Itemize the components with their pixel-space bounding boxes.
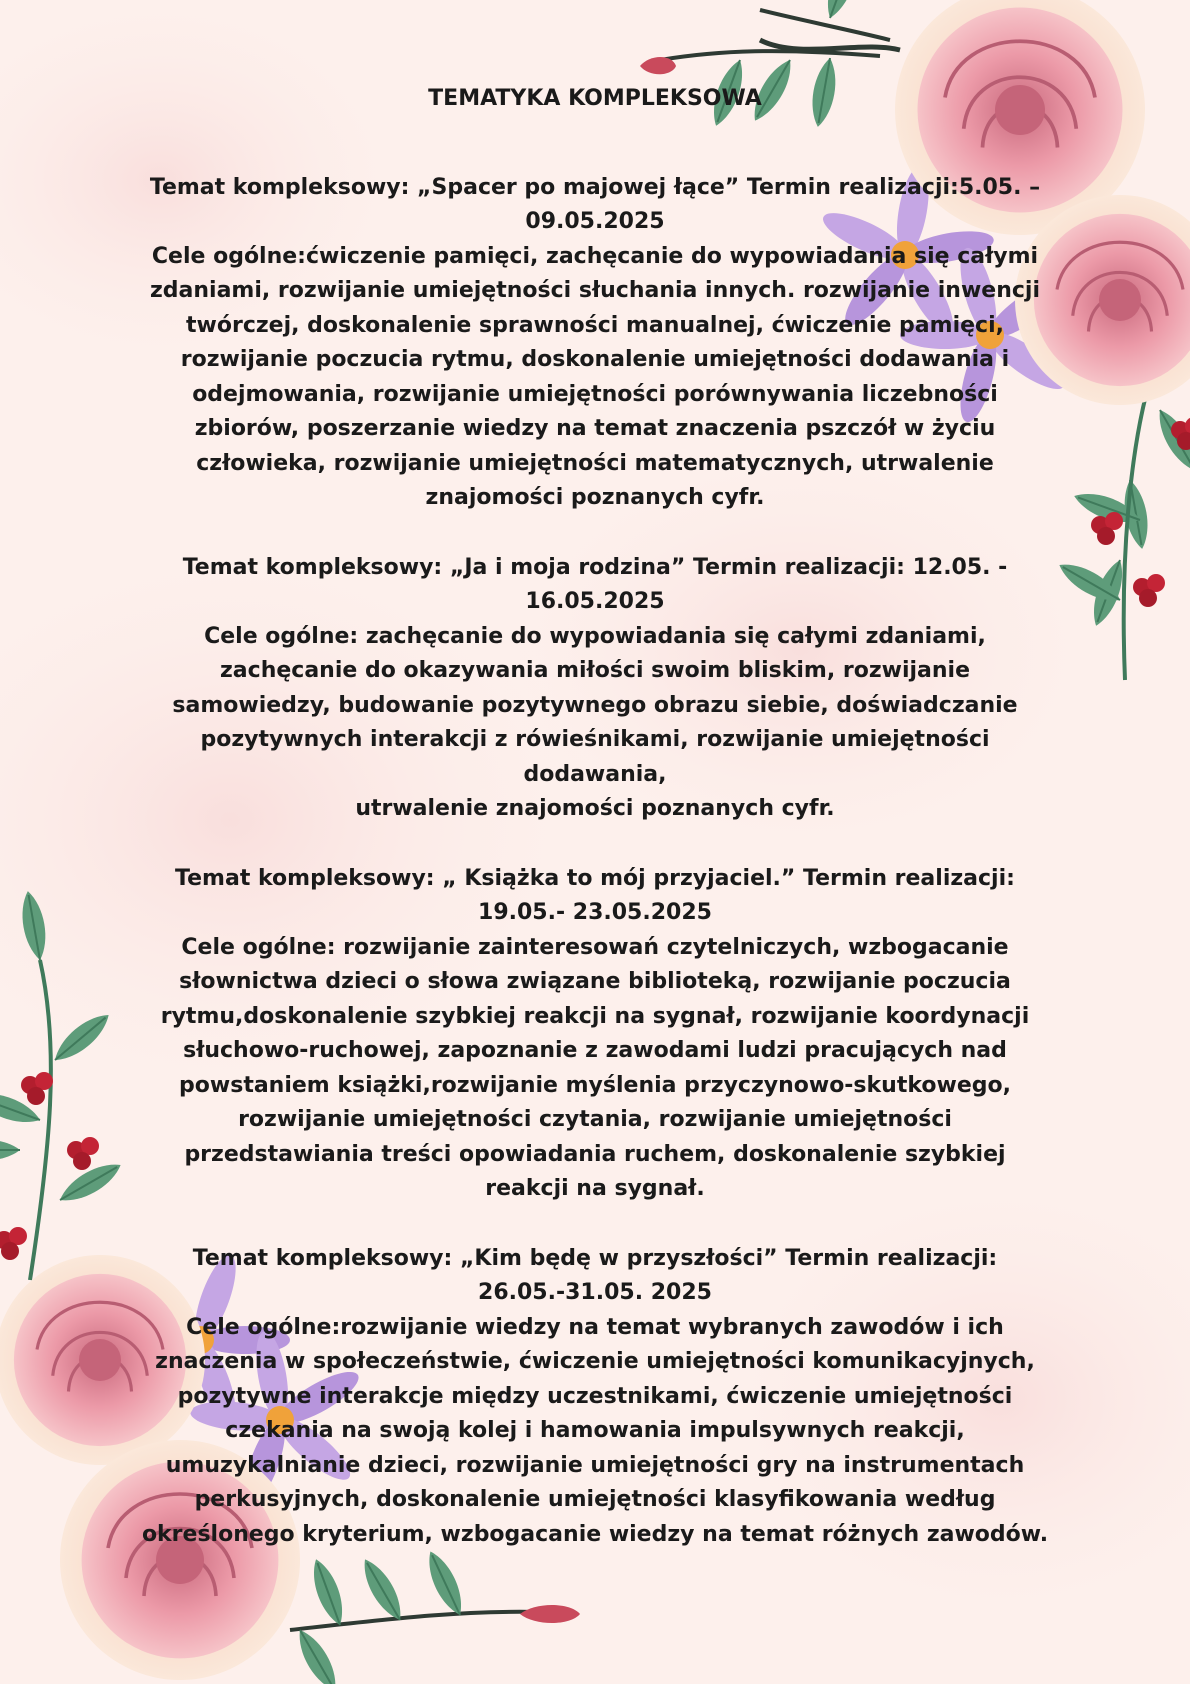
page-title: TEMATYKA KOMPLEKSOWA <box>428 86 762 111</box>
topic-section-1 <box>140 171 1050 516</box>
topic-section-2 <box>140 551 1050 827</box>
topic-goals-continued: utrwalenie znajomości poznanych cyfr. <box>355 796 835 821</box>
topic-goals: Cele ogólne:ćwiczenie pamięci, zachęcanie do wypowiadania się całymi zdaniami, rozwijanie umiejętności słuchania innych. rozwijanie inwencji twórczej, doskonalenie sprawności manualnej, ćwiczenie pamięci, rozwijanie poczucia rytmu, doskonalenie umiejętności dodawania i odejmowania, rozwijanie umiejętności porównywania liczebności zbiorów, poszerzanie wiedzy na temat znaczenia pszczół w życiu człowieka, rozwijanie umiejętności matematycznych, utrwalenie znajomości poznanych cyfr. <box>149 243 1040 510</box>
topic-section-4 <box>140 1242 1050 1553</box>
topic-section-3 <box>140 862 1050 1207</box>
topic-heading: Temat kompleksowy: „Spacer po majowej łące” Termin realizacji:5.05. – 09.05.2025 <box>149 174 1041 234</box>
topic-goals: Cele ogólne: rozwijanie zainteresowań czytelniczych, wzbogacanie słownictwa dzieci o słowa związane biblioteką, rozwijanie poczucia rytmu,doskonalenie szybkiej reakcji na sygnał, rozwijanie koordynacji słuchowo-ruchowej, zapoznanie z zawodami ludzi pracujących nad powstaniem książki,rozwijanie myślenia przyczynowo-skutkowego, rozwijanie umiejętności czytania, rozwijanie umiejętności przedstawiania treści opowiadania ruchem, doskonalenie szybkiej reakcji na sygnał. <box>160 934 1030 1201</box>
document-body <box>140 82 1050 1587</box>
topic-heading: Temat kompleksowy: „Ja i moja rodzina” Termin realizacji: 12.05. - 16.05.2025 <box>182 554 1008 614</box>
topic-goals: Cele ogólne: zachęcanie do wypowiadania się całymi zdaniami, zachęcanie do okazywania miłości swoim bliskim, rozwijanie samowiedzy, budowanie pozytywnego obrazu siebie, doświadczanie pozytywnych interakcji z rówieśnikami, rozwijanie umiejętności dodawania, <box>172 623 1018 787</box>
topic-heading: Temat kompleksowy: „Kim będę w przyszłości” Termin realizacji: 26.05.-31.05. 2025 <box>192 1245 998 1305</box>
topic-heading: Temat kompleksowy: „ Książka to mój przyjaciel.” Termin realizacji: 19.05.- 23.05.2025 <box>175 865 1015 925</box>
topic-goals: Cele ogólne:rozwijanie wiedzy na temat wybranych zawodów i ich znaczenia w społeczeństwie, ćwiczenie umiejętności komunikacyjnych, pozytywne interakcje między uczestnikami, ćwiczenie umiejętności czekania na swoją kolej i hamowania impulsywnych reakcji, umuzykalnianie dzieci, rozwijanie umiejętności gry na instrumentach perkusyjnych, doskonalenie umiejętności klasyfikowania według określonego kryterium, wzbogacanie wiedzy na temat różnych zawodów. <box>141 1314 1049 1547</box>
